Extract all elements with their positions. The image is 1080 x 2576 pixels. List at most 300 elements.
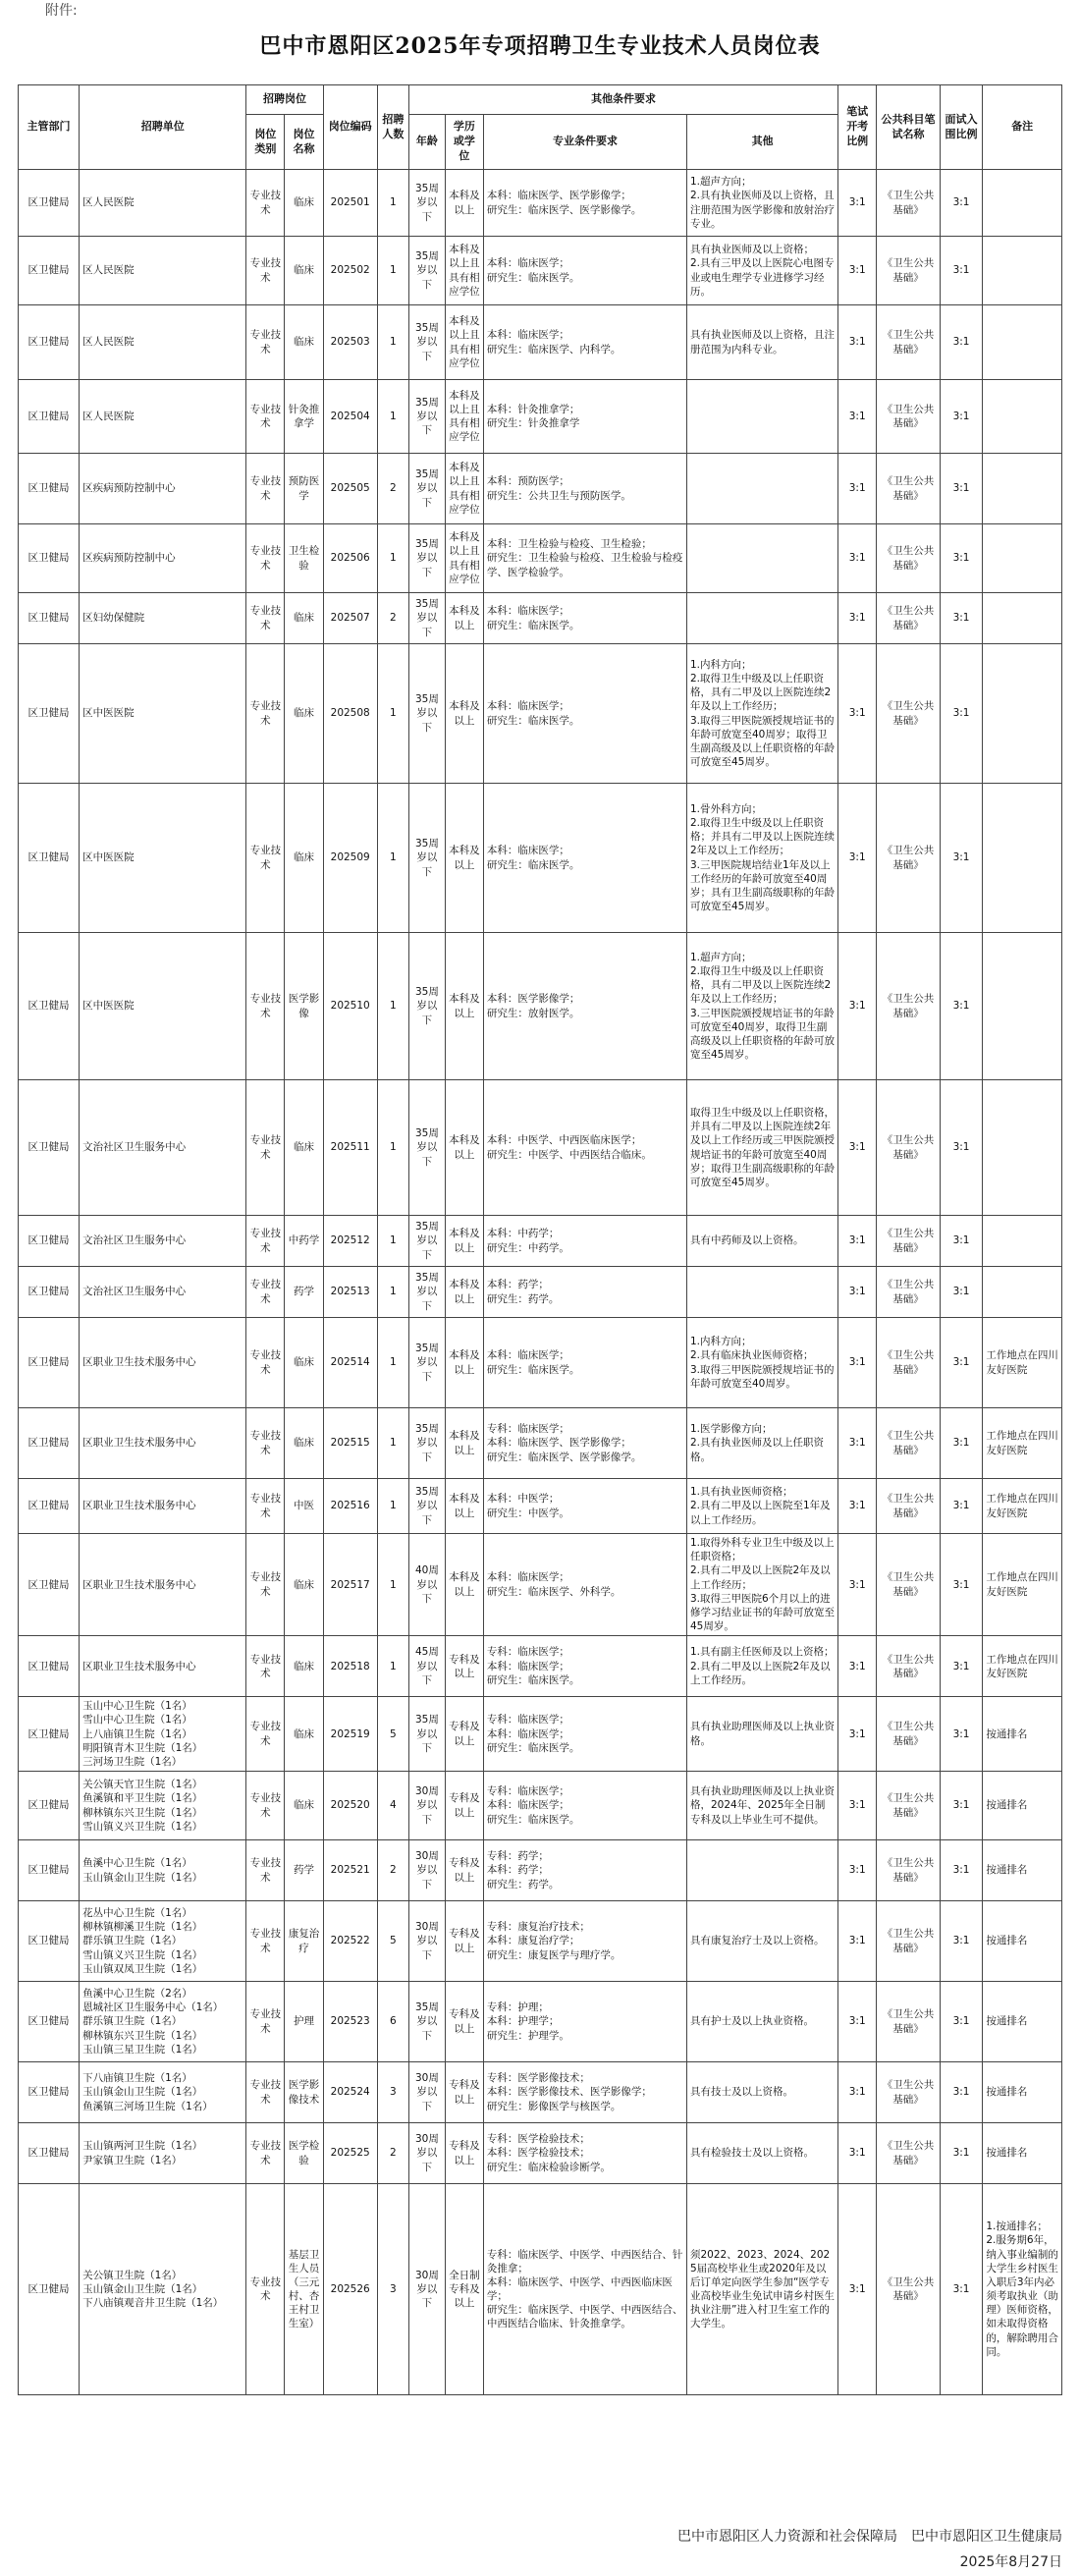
cell-age: 35周岁以下 — [409, 1697, 446, 1772]
cell-major: 本科：临床医学； 研究生：临床医学、外科学。 — [483, 1534, 686, 1636]
header-remark: 备注 — [983, 85, 1062, 170]
cell-age: 30周岁以下 — [409, 1840, 446, 1901]
cell-ratio: 3:1 — [838, 237, 877, 305]
table-row — [19, 237, 1062, 305]
cell-interview: 3:1 — [940, 2062, 983, 2123]
cell-exam: 《卫生公共基础》 — [877, 1901, 940, 1982]
cell-code: 202506 — [323, 524, 377, 593]
header-post-name: 岗位名称 — [285, 115, 323, 170]
cell-age: 30周岁以下 — [409, 2062, 446, 2123]
cell-interview: 3:1 — [940, 2123, 983, 2184]
cell-exam: 《卫生公共基础》 — [877, 1982, 940, 2062]
cell-remark: 按通排名 — [983, 2062, 1062, 2123]
cell-age: 30周岁以下 — [409, 1772, 446, 1840]
cell-post-type: 专业技术 — [246, 380, 285, 454]
cell-major: 本科：临床医学； 研究生：临床医学。 — [483, 644, 686, 784]
cell-age: 40周岁以下 — [409, 1534, 446, 1636]
cell-post-name: 临床 — [285, 1318, 323, 1408]
cell-post-type: 专业技术 — [246, 1840, 285, 1901]
cell-exam: 《卫生公共基础》 — [877, 644, 940, 784]
cell-dept: 区卫健局 — [19, 2062, 80, 2123]
cell-post-name: 临床 — [285, 170, 323, 237]
cell-other — [686, 380, 837, 454]
header-dept: 主管部门 — [19, 85, 80, 170]
cell-interview: 3:1 — [940, 1636, 983, 1697]
cell-post-type: 专业技术 — [246, 1318, 285, 1408]
table-row — [19, 305, 1062, 380]
cell-post-type: 专业技术 — [246, 1534, 285, 1636]
table-row — [19, 644, 1062, 784]
cell-count: 1 — [377, 1216, 408, 1267]
table-row — [19, 1267, 1062, 1318]
cell-major: 本科：针灸推拿学； 研究生：针灸推拿学 — [483, 380, 686, 454]
cell-edu: 本科及以上 — [445, 1080, 483, 1216]
cell-major: 专科：药学； 本科：药学； 研究生：药学。 — [483, 1840, 686, 1901]
cell-remark — [983, 237, 1062, 305]
cell-interview: 3:1 — [940, 933, 983, 1080]
cell-other: 具有执业医师及以上资格； 2.具有三甲及以上医院心电图专业或电生理学专业进修学习经历。 — [686, 237, 837, 305]
cell-remark: 按通排名 — [983, 1901, 1062, 1982]
cell-edu: 本科及以上 — [445, 644, 483, 784]
table-row — [19, 784, 1062, 933]
cell-other: 1.内科方向； 2.具有临床执业医师资格； 3.取得三甲医院颁授规培证书的年龄可放宽至40周岁。 — [686, 1318, 837, 1408]
cell-age: 35周岁以下 — [409, 1267, 446, 1318]
cell-age: 35周岁以下 — [409, 237, 446, 305]
cell-interview: 3:1 — [940, 1772, 983, 1840]
cell-remark: 按通排名 — [983, 1840, 1062, 1901]
cell-edu: 本科及以上 — [445, 1408, 483, 1479]
cell-exam: 《卫生公共基础》 — [877, 1216, 940, 1267]
cell-unit: 关公镇卫生院（1名） 玉山镇金山卫生院（1名） 下八庙镇观音井卫生院（1名） — [80, 2184, 246, 2395]
cell-post-name: 医学影像 — [285, 933, 323, 1080]
table-row — [19, 524, 1062, 593]
cell-post-name: 中药学 — [285, 1216, 323, 1267]
cell-dept: 区卫健局 — [19, 644, 80, 784]
cell-unit: 区人民医院 — [80, 170, 246, 237]
cell-edu: 专科及以上 — [445, 1636, 483, 1697]
cell-remark: 工作地点在四川友好医院 — [983, 1318, 1062, 1408]
cell-exam: 《卫生公共基础》 — [877, 170, 940, 237]
cell-ratio: 3:1 — [838, 1697, 877, 1772]
cell-code: 202519 — [323, 1697, 377, 1772]
cell-count: 1 — [377, 524, 408, 593]
cell-count: 2 — [377, 1840, 408, 1901]
header-exam: 公共科目笔试名称 — [877, 85, 940, 170]
cell-unit: 区职业卫生技术服务中心 — [80, 1408, 246, 1479]
cell-edu: 专科及以上 — [445, 1901, 483, 1982]
cell-dept: 区卫健局 — [19, 933, 80, 1080]
cell-ratio: 3:1 — [838, 1216, 877, 1267]
cell-post-type: 专业技术 — [246, 1267, 285, 1318]
cell-major: 专科：医学影像技术； 本科：医学影像技术、医学影像学； 研究生：影像医学与核医学。 — [483, 2062, 686, 2123]
cell-count: 5 — [377, 1697, 408, 1772]
cell-code: 202522 — [323, 1901, 377, 1982]
cell-edu: 本科及以上 — [445, 593, 483, 644]
cell-unit: 区人民医院 — [80, 305, 246, 380]
cell-exam: 《卫生公共基础》 — [877, 1408, 940, 1479]
cell-count: 1 — [377, 1636, 408, 1697]
cell-age: 35周岁以下 — [409, 1080, 446, 1216]
header-interview: 面试入围比例 — [940, 85, 983, 170]
cell-post-name: 中医 — [285, 1479, 323, 1534]
cell-interview: 3:1 — [940, 1901, 983, 1982]
attachment-label: 附件: — [45, 3, 78, 19]
cell-exam: 《卫生公共基础》 — [877, 237, 940, 305]
cell-other: 具有康复治疗士及以上资格。 — [686, 1901, 837, 1982]
cell-major: 专科：护理； 本科：护理学； 研究生：护理学。 — [483, 1982, 686, 2062]
cell-exam: 《卫生公共基础》 — [877, 1772, 940, 1840]
cell-count: 4 — [377, 1772, 408, 1840]
cell-unit: 区职业卫生技术服务中心 — [80, 1636, 246, 1697]
cell-dept: 区卫健局 — [19, 784, 80, 933]
cell-count: 1 — [377, 1408, 408, 1479]
cell-edu: 专科及以上 — [445, 2123, 483, 2184]
header-other-group: 其他条件要求 — [409, 85, 838, 115]
cell-dept: 区卫健局 — [19, 1840, 80, 1901]
cell-age: 35周岁以下 — [409, 454, 446, 524]
cell-count: 1 — [377, 1318, 408, 1408]
cell-count: 3 — [377, 2062, 408, 2123]
page-title: 巴中市恩阳区2025年专项招聘卫生专业技术人员岗位表 — [259, 33, 821, 59]
cell-interview: 3:1 — [940, 305, 983, 380]
cell-edu: 本科及以上 — [445, 1267, 483, 1318]
cell-exam: 《卫生公共基础》 — [877, 2062, 940, 2123]
cell-post-name: 临床 — [285, 1772, 323, 1840]
cell-unit: 文治社区卫生服务中心 — [80, 1267, 246, 1318]
cell-post-type: 专业技术 — [246, 1697, 285, 1772]
cell-ratio: 3:1 — [838, 170, 877, 237]
cell-other: 1.取得外科专业卫生中级及以上任职资格； 2.具有二甲及以上医院2年及以上工作经历； 3.取得三甲医院6个月以上的进修学习结业证书的年龄可放宽至45周岁。 — [686, 1534, 837, 1636]
cell-post-name: 卫生检验 — [285, 524, 323, 593]
cell-major: 本科：卫生检验与检疫、卫生检验； 研究生：卫生检验与检疫、卫生检验与检疫学、医学检验学。 — [483, 524, 686, 593]
cell-code: 202512 — [323, 1216, 377, 1267]
cell-code: 202505 — [323, 454, 377, 524]
cell-post-name: 基层卫生人员（三元村、杏王村卫生室） — [285, 2184, 323, 2395]
cell-code: 202504 — [323, 380, 377, 454]
table-row — [19, 1840, 1062, 1901]
cell-edu: 本科及以上且具有相应学位 — [445, 454, 483, 524]
cell-code: 202501 — [323, 170, 377, 237]
cell-post-type: 专业技术 — [246, 2062, 285, 2123]
table-row — [19, 1408, 1062, 1479]
cell-post-name: 临床 — [285, 1534, 323, 1636]
cell-other: 具有护士及以上执业资格。 — [686, 1982, 837, 2062]
cell-age: 35周岁以下 — [409, 380, 446, 454]
cell-edu: 本科及以上 — [445, 784, 483, 933]
cell-ratio: 3:1 — [838, 593, 877, 644]
table-row — [19, 380, 1062, 454]
cell-major: 本科：临床医学； 研究生：临床医学。 — [483, 1318, 686, 1408]
cell-code: 202502 — [323, 237, 377, 305]
cell-post-name: 临床 — [285, 1408, 323, 1479]
cell-age: 45周岁以下 — [409, 1636, 446, 1697]
table-row — [19, 2184, 1062, 2395]
cell-other: 1.超声方向； 2.取得卫生中级及以上任职资格，具有二甲及以上医院连续2年及以上工作经历； 3.三甲医院颁授规培证书的年龄可放宽至40周岁，取得卫生副高级及以上任职资格的年龄可放宽至45周岁。 — [686, 933, 837, 1080]
cell-interview: 3:1 — [940, 784, 983, 933]
cell-dept: 区卫健局 — [19, 1216, 80, 1267]
table-row — [19, 1697, 1062, 1772]
cell-unit: 区妇幼保健院 — [80, 593, 246, 644]
cell-count: 1 — [377, 305, 408, 380]
cell-major: 本科：药学； 研究生：药学。 — [483, 1267, 686, 1318]
cell-dept: 区卫健局 — [19, 1697, 80, 1772]
cell-edu: 专科及以上 — [445, 1697, 483, 1772]
cell-ratio: 3:1 — [838, 2184, 877, 2395]
table-row — [19, 1479, 1062, 1534]
cell-age: 35周岁以下 — [409, 784, 446, 933]
cell-other — [686, 1840, 837, 1901]
cell-age: 35周岁以下 — [409, 1318, 446, 1408]
cell-code: 202518 — [323, 1636, 377, 1697]
header-age: 年龄 — [409, 115, 446, 170]
cell-unit: 区职业卫生技术服务中心 — [80, 1318, 246, 1408]
header-major: 专业条件要求 — [483, 115, 686, 170]
cell-code: 202524 — [323, 2062, 377, 2123]
cell-post-type: 专业技术 — [246, 1901, 285, 1982]
cell-unit: 区职业卫生技术服务中心 — [80, 1479, 246, 1534]
cell-dept: 区卫健局 — [19, 1772, 80, 1840]
cell-edu: 本科及以上 — [445, 1534, 483, 1636]
table-row — [19, 1318, 1062, 1408]
cell-interview: 3:1 — [940, 1267, 983, 1318]
cell-exam: 《卫生公共基础》 — [877, 784, 940, 933]
cell-ratio: 3:1 — [838, 1772, 877, 1840]
cell-unit: 关公镇天官卫生院（1名） 鱼溪镇和平卫生院（1名） 柳林镇东兴卫生院（1名） 雪山镇义兴卫生院（1名） — [80, 1772, 246, 1840]
cell-count: 1 — [377, 644, 408, 784]
cell-post-type: 专业技术 — [246, 1479, 285, 1534]
cell-post-name: 医学检验 — [285, 2123, 323, 2184]
cell-post-type: 专业技术 — [246, 454, 285, 524]
cell-remark — [983, 1267, 1062, 1318]
cell-count: 1 — [377, 933, 408, 1080]
cell-ratio: 3:1 — [838, 380, 877, 454]
cell-unit: 区疾病预防控制中心 — [80, 454, 246, 524]
cell-unit: 区中医医院 — [80, 933, 246, 1080]
cell-major: 本科：临床医学； 研究生：临床医学。 — [483, 593, 686, 644]
cell-ratio: 3:1 — [838, 1267, 877, 1318]
cell-major: 专科：临床医学； 本科：临床医学； 研究生：临床医学。 — [483, 1636, 686, 1697]
cell-other: 具有技士及以上资格。 — [686, 2062, 837, 2123]
cell-edu: 本科及以上且具有相应学位 — [445, 237, 483, 305]
header-post-group: 招聘岗位 — [246, 85, 323, 115]
cell-code: 202507 — [323, 593, 377, 644]
cell-post-name: 预防医学 — [285, 454, 323, 524]
cell-dept: 区卫健局 — [19, 305, 80, 380]
cell-post-name: 临床 — [285, 1080, 323, 1216]
cell-remark: 工作地点在四川友好医院 — [983, 1479, 1062, 1534]
cell-code: 202503 — [323, 305, 377, 380]
cell-ratio: 3:1 — [838, 1318, 877, 1408]
cell-code: 202513 — [323, 1267, 377, 1318]
table-row — [19, 454, 1062, 524]
footer-organizations: 巴中市恩阳区人力资源和社会保障局 巴中市恩阳区卫生健康局 — [677, 2529, 1062, 2545]
cell-unit: 区中医医院 — [80, 644, 246, 784]
cell-dept: 区卫健局 — [19, 237, 80, 305]
cell-unit: 下八庙镇卫生院（1名） 玉山镇金山卫生院（1名） 鱼溪镇三河场卫生院（1名） — [80, 2062, 246, 2123]
cell-unit: 区人民医院 — [80, 237, 246, 305]
cell-count: 5 — [377, 1901, 408, 1982]
cell-interview: 3:1 — [940, 1534, 983, 1636]
cell-post-type: 专业技术 — [246, 524, 285, 593]
table-row — [19, 1080, 1062, 1216]
cell-interview: 3:1 — [940, 170, 983, 237]
cell-major: 本科：临床医学； 研究生：临床医学。 — [483, 237, 686, 305]
cell-post-name: 临床 — [285, 1636, 323, 1697]
cell-edu: 本科及以上 — [445, 170, 483, 237]
table-row — [19, 2123, 1062, 2184]
cell-count: 1 — [377, 1080, 408, 1216]
cell-edu: 专科及以上 — [445, 1772, 483, 1840]
cell-count: 1 — [377, 1267, 408, 1318]
cell-remark: 按通排名 — [983, 1697, 1062, 1772]
cell-count: 2 — [377, 593, 408, 644]
position-table — [18, 84, 1062, 2395]
cell-age: 35周岁以下 — [409, 644, 446, 784]
cell-major: 专科：临床医学； 本科：临床医学； 研究生：临床医学。 — [483, 1772, 686, 1840]
cell-code: 202509 — [323, 784, 377, 933]
cell-dept: 区卫健局 — [19, 1479, 80, 1534]
cell-count: 6 — [377, 1982, 408, 2062]
table-row — [19, 1636, 1062, 1697]
cell-post-type: 专业技术 — [246, 170, 285, 237]
cell-ratio: 3:1 — [838, 933, 877, 1080]
cell-age: 35周岁以下 — [409, 170, 446, 237]
cell-exam: 《卫生公共基础》 — [877, 2184, 940, 2395]
cell-exam: 《卫生公共基础》 — [877, 1267, 940, 1318]
cell-age: 35周岁以下 — [409, 1408, 446, 1479]
cell-count: 1 — [377, 170, 408, 237]
cell-other: 具有执业助理医师及以上执业资格。 — [686, 1697, 837, 1772]
cell-interview: 3:1 — [940, 237, 983, 305]
cell-other: 取得卫生中级及以上任职资格，并具有二甲及以上医院连续2年及以上工作经历或三甲医院颁授规培证书的年龄可放宽至40周岁；取得卫生副高级职称的年龄可放宽至45周岁。 — [686, 1080, 837, 1216]
cell-other: 具有执业助理医师及以上执业资格，2024年、2025年全日制专科及以上毕业生可不提供。 — [686, 1772, 837, 1840]
cell-edu: 全日制专科及以上 — [445, 2184, 483, 2395]
cell-post-name: 临床 — [285, 1697, 323, 1772]
cell-other: 1.骨外科方向； 2.取得卫生中级及以上任职资格；并具有二甲及以上医院连续2年及以上工作经历； 3.三甲医院规培结业1年及以上工作经历的年龄可放宽至40周岁；具有卫生副高级职称的年龄可放宽至45周岁。 — [686, 784, 837, 933]
cell-other — [686, 1267, 837, 1318]
header-edu: 学历或学位 — [445, 115, 483, 170]
cell-major: 本科：中医学； 研究生：中医学。 — [483, 1479, 686, 1534]
cell-post-name: 康复治疗 — [285, 1901, 323, 1982]
cell-major: 本科：临床医学、医学影像学； 研究生：临床医学、医学影像学。 — [483, 170, 686, 237]
cell-count: 1 — [377, 1534, 408, 1636]
cell-exam: 《卫生公共基础》 — [877, 593, 940, 644]
cell-major: 专科：临床医学； 本科：临床医学； 研究生：临床医学。 — [483, 1697, 686, 1772]
cell-major: 本科：医学影像学； 研究生：放射医学。 — [483, 933, 686, 1080]
cell-exam: 《卫生公共基础》 — [877, 1479, 940, 1534]
cell-post-type: 专业技术 — [246, 784, 285, 933]
cell-count: 1 — [377, 1479, 408, 1534]
cell-other: 1.内科方向； 2.取得卫生中级及以上任职资格，具有二甲及以上医院连续2年及以上工作经历； 3.取得三甲医院颁授规培证书的年龄可放宽至40周岁；取得卫生副高级及以上任职资格的年龄可放宽至45周岁。 — [686, 644, 837, 784]
cell-interview: 3:1 — [940, 1318, 983, 1408]
table-row — [19, 1901, 1062, 1982]
header-code: 岗位编码 — [323, 85, 377, 170]
cell-post-type: 专业技术 — [246, 1982, 285, 2062]
cell-ratio: 3:1 — [838, 1534, 877, 1636]
cell-unit: 区职业卫生技术服务中心 — [80, 1534, 246, 1636]
cell-dept: 区卫健局 — [19, 2123, 80, 2184]
cell-exam: 《卫生公共基础》 — [877, 1080, 940, 1216]
cell-post-name: 临床 — [285, 305, 323, 380]
cell-post-type: 专业技术 — [246, 1080, 285, 1216]
cell-major: 专科：康复治疗技术； 本科：康复治疗学； 研究生：康复医学与理疗学。 — [483, 1901, 686, 1982]
cell-ratio: 3:1 — [838, 454, 877, 524]
cell-interview: 3:1 — [940, 1982, 983, 2062]
cell-post-type: 专业技术 — [246, 1636, 285, 1697]
cell-edu: 本科及以上 — [445, 1318, 483, 1408]
cell-major: 专科：临床医学、中医学、中西医结合、针灸推拿； 本科：临床医学、中医学、中西医临床医学； 研究生：临床医学、中医学、中西医结合、中西医结合临床、针灸推拿学。 — [483, 2184, 686, 2395]
cell-exam: 《卫生公共基础》 — [877, 1697, 940, 1772]
cell-code: 202523 — [323, 1982, 377, 2062]
cell-post-type: 专业技术 — [246, 237, 285, 305]
cell-interview: 3:1 — [940, 593, 983, 644]
cell-unit: 鱼溪中心卫生院（1名） 玉山镇金山卫生院（1名） — [80, 1840, 246, 1901]
cell-code: 202514 — [323, 1318, 377, 1408]
cell-ratio: 3:1 — [838, 524, 877, 593]
cell-interview: 3:1 — [940, 1408, 983, 1479]
cell-major: 本科：预防医学； 研究生：公共卫生与预防医学。 — [483, 454, 686, 524]
cell-exam: 《卫生公共基础》 — [877, 2123, 940, 2184]
cell-post-name: 临床 — [285, 784, 323, 933]
cell-unit: 玉山中心卫生院（1名） 雪山中心卫生院（1名） 上八庙镇卫生院（1名） 明阳镇青木卫生院（1名） 三河场卫生院（1名） — [80, 1697, 246, 1772]
cell-post-type: 专业技术 — [246, 933, 285, 1080]
cell-unit: 区人民医院 — [80, 380, 246, 454]
cell-ratio: 3:1 — [838, 784, 877, 933]
cell-exam: 《卫生公共基础》 — [877, 524, 940, 593]
cell-interview: 3:1 — [940, 1697, 983, 1772]
table-row — [19, 933, 1062, 1080]
cell-dept: 区卫健局 — [19, 1982, 80, 2062]
cell-edu: 专科及以上 — [445, 2062, 483, 2123]
header-count: 招聘人数 — [377, 85, 408, 170]
cell-ratio: 3:1 — [838, 1479, 877, 1534]
cell-interview: 3:1 — [940, 1479, 983, 1534]
cell-code: 202511 — [323, 1080, 377, 1216]
cell-post-name: 医学影像技术 — [285, 2062, 323, 2123]
cell-count: 1 — [377, 784, 408, 933]
cell-count: 1 — [377, 380, 408, 454]
cell-code: 202515 — [323, 1408, 377, 1479]
cell-other: 1.超声方向； 2.具有执业医师及以上资格，且注册范围为医学影像和放射治疗专业。 — [686, 170, 837, 237]
cell-remark: 按通排名 — [983, 2123, 1062, 2184]
cell-post-type: 专业技术 — [246, 305, 285, 380]
cell-exam: 《卫生公共基础》 — [877, 1318, 940, 1408]
table-row — [19, 170, 1062, 237]
cell-other: 具有检验技士及以上资格。 — [686, 2123, 837, 2184]
cell-remark — [983, 784, 1062, 933]
cell-post-name: 针灸推拿学 — [285, 380, 323, 454]
cell-dept: 区卫健局 — [19, 380, 80, 454]
cell-age: 35周岁以下 — [409, 1982, 446, 2062]
table-row — [19, 1772, 1062, 1840]
cell-ratio: 3:1 — [838, 1408, 877, 1479]
table-row — [19, 1216, 1062, 1267]
cell-dept: 区卫健局 — [19, 1318, 80, 1408]
cell-post-type: 专业技术 — [246, 2123, 285, 2184]
cell-post-name: 药学 — [285, 1840, 323, 1901]
cell-interview: 3:1 — [940, 1840, 983, 1901]
cell-post-name: 护理 — [285, 1982, 323, 2062]
cell-code: 202517 — [323, 1534, 377, 1636]
cell-dept: 区卫健局 — [19, 454, 80, 524]
cell-remark — [983, 454, 1062, 524]
cell-ratio: 3:1 — [838, 644, 877, 784]
cell-age: 30周岁以下 — [409, 2123, 446, 2184]
cell-unit: 玉山镇两河卫生院（1名） 尹家镇卫生院（1名） — [80, 2123, 246, 2184]
cell-code: 202525 — [323, 2123, 377, 2184]
table-row — [19, 1534, 1062, 1636]
cell-major: 专科：临床医学； 本科：临床医学、医学影像学； 研究生：临床医学、医学影像学。 — [483, 1408, 686, 1479]
